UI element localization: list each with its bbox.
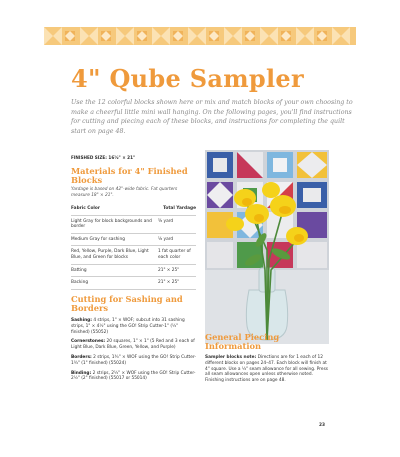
intro-paragraph: Use the 12 colorful blocks shown here or mix and match blocks of your own choosing to make a cheerful little mini wall hanging. On the following pages, you'll find instructions for cutting and piecing each of these blocks, and instructions for completing the quilt start on page 48.: [71, 99, 353, 135]
materials-table: [71, 206, 196, 290]
yardage-cell: ⅝ yard: [158, 218, 174, 224]
yardage-cell: 21" × 25": [158, 280, 180, 286]
fabric-cell: Light Gray for block backgrounds and border: [71, 218, 152, 230]
sampler-note-text: Directions are for 1 each of 12 different blocks on pages 24–47. Each block will finish at 4" square. Use a ¼" seam allowance for all sewing. Press all seam allowances open unless otherwise noted. Finishing instructions are on page 48.: [205, 355, 329, 384]
fabric-cell: Medium Gray for sashing: [71, 236, 125, 242]
materials-note: Yardage is based on 42"-wide fabric. Fat quarters measure 18" × 21".: [71, 187, 178, 198]
fabric-cell: Batting: [71, 267, 87, 273]
sashing-instruction: Sashing: 4 strips, 1" × WOF; subcut into 31 sashing strips, 1" × 4½" using the GO! Strip Cutter-1" (½" finished) (55052): [71, 318, 185, 335]
fabric-cell: Red, Yellow, Purple, Dark Blue, Light Blue, and Green for blocks: [71, 249, 149, 260]
finished-size: FINISHED SIZE: 16½" × 21": [71, 155, 136, 160]
general-piecing-text: [205, 355, 329, 384]
cornerstones-instruction: Cornerstones: 20 squares, 1" × 1" (5 Red and 3 each of Light Blue, Dark Blue, Green, Yellow, and Purple): [71, 339, 195, 351]
yardage-cell: ⅛ yard: [158, 236, 174, 242]
binding-instruction: Binding: 2 strips, 2½" × WOF using the GO! Strip Cutter-2½" (2" finished) (55017 or 55014): [71, 370, 196, 382]
general-piecing-heading: General Piecing Information: [205, 332, 280, 352]
yardage-cell: 21" × 25": [158, 267, 180, 273]
table-row: [71, 234, 196, 247]
decorative-quilt-banner: [44, 27, 356, 45]
table-row: [71, 265, 196, 278]
table-row: [71, 277, 196, 290]
yardage-cell: 1 fat quarter of each color: [158, 249, 191, 260]
total-yardage-header: Total Yardage: [163, 206, 196, 211]
borders-instruction: Borders: 2 strips, 1¾" × WOF using the GO! Strip Cutter-1¾" (1" finished) (55024): [71, 354, 196, 366]
fabric-cell: Backing: [71, 280, 89, 286]
page-number: 23: [319, 423, 325, 428]
materials-table-header: [71, 206, 196, 216]
table-row: [71, 246, 196, 264]
table-row: [71, 216, 196, 234]
sampler-note-label: Sampler blocks note:: [205, 355, 257, 360]
cutting-instructions: [71, 318, 196, 386]
materials-heading: Materials for 4" Finished Blocks: [71, 166, 188, 186]
fabric-color-header: Fabric Color: [71, 206, 100, 211]
quilt-flowers-photo: [205, 150, 329, 344]
cutting-heading: Cutting for Sashing and Borders: [71, 294, 183, 314]
page-title: 4" Qube Sampler: [71, 64, 304, 93]
